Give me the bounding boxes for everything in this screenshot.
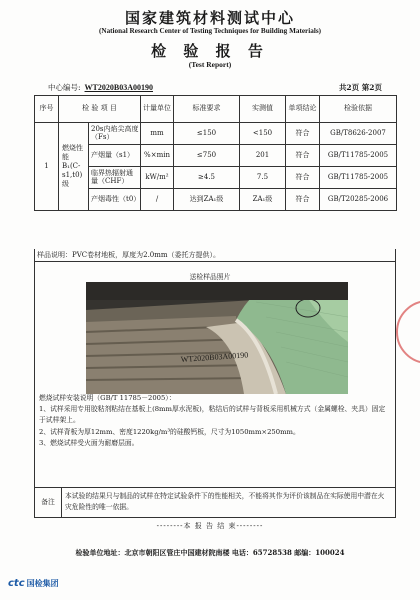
unit-cell: mm [141,123,174,145]
requirement-cell: ≤750 [174,145,240,167]
unit-cell: kW/m² [141,167,174,189]
result-cell: 符合 [286,123,320,145]
measured-cell: 201 [240,145,286,167]
row-index: 1 [35,123,59,211]
col-header: 标准要求 [174,96,240,123]
basis-cell: GB/T11785-2005 [320,145,397,167]
col-header: 检验依据 [320,96,397,123]
install-line: 1、试样采用专用胶粘剂粘结在基板上(8mm厚水泥板)，粘结后的试样与背板采用机械方式（金属螺栓、夹具）固定于试样架上。 [39,405,386,425]
requirement-cell: 达到ZA₁级 [174,189,240,211]
remark-text: 本试验的结果只与制品的试样在特定试验条件下的性能相关，不能将其作为评价该制品在实际使用中潜在火灾危险性的唯一依据。 [65,492,385,511]
basis-cell: GB/T11785-2005 [320,167,397,189]
report-title-cn: 检 验 报 告 [151,42,269,60]
test-category: 燃烧性能B₁(C-s1,t0)级 [59,123,89,211]
red-seal-stamp [396,300,420,364]
result-cell: 符合 [286,167,320,189]
basis-cell: GB/T20285-2006 [320,189,397,211]
sample-photo [86,282,348,394]
report-title-en: (Test Report) [188,60,232,69]
install-title: 燃烧试样安装说明（GB/T 11785－2005）： [39,394,176,402]
test-item: 产烟量（s1） [89,145,141,167]
test-item: 20s内焰尖高度（Fs） [89,123,141,145]
sample-description: 样品说明：PVC卷材地板，厚度为2.0mm（委托方提供）。 [34,249,396,262]
ctc-logo [8,578,59,589]
table-row [35,167,397,189]
col-header: 实测值 [240,96,286,123]
result-cell: 符合 [286,189,320,211]
unit-cell: %×min [141,145,174,167]
col-header: 单项结论 [286,96,320,123]
photo-label-text: WT2020B03A00190 [180,350,249,364]
col-header: 计量单位 [141,96,174,123]
measured-cell: 7.5 [240,167,286,189]
table-row [35,189,397,211]
unit-cell: / [141,189,174,211]
ctc-logo-mark: ctc [8,578,25,589]
installation-notes [34,393,396,488]
center-number [48,82,153,93]
page-count: 共2页 第2页 [338,83,382,92]
install-line: 3、燃烧试样受火面为耐磨层面。 [39,438,139,447]
test-item: 临界热辐射通量（CHF） [89,167,141,189]
report-end: --------本 报 告 结 束-------- [156,522,264,530]
sample-photo-image [86,282,348,394]
col-header: 序号 [35,96,59,123]
lab-address: 检验单位地址：北京市朝阳区管庄中国建材院南楼 电话：65728538 邮编：100024 [75,548,345,557]
photo-caption: 送检样品照片 [189,273,231,281]
result-cell: 符合 [286,145,320,167]
results-table [34,95,397,211]
col-header: 检 验 项 目 [59,96,141,123]
org-name-cn: 国家建筑材料测试中心 [124,9,295,27]
center-number-label: 中心编号: [48,83,81,92]
org-name-en: (National Research Center of Testing Techniques for Building Materials) [98,27,322,35]
basis-cell: GB/T8626-2007 [320,123,397,145]
ctc-logo-name: 国检集团 [26,579,59,588]
test-item: 产烟毒性（t0） [89,189,141,211]
requirement-cell: ≥4.5 [174,167,240,189]
requirement-cell: ≤150 [174,123,240,145]
remark-label: 备注 [35,488,62,517]
install-line: 2、试样背板为厚12mm、密度1220kg/m³的硅酸钙板，尺寸为1050mm×250mm。 [39,427,300,436]
table-header-row [35,96,397,123]
center-number-value: WT2020B03A00190 [84,83,153,92]
measured-cell: <150 [240,123,286,145]
table-row [35,123,397,145]
remark-row [34,488,396,518]
measured-cell: ZA₁级 [240,189,286,211]
table-row [35,145,397,167]
